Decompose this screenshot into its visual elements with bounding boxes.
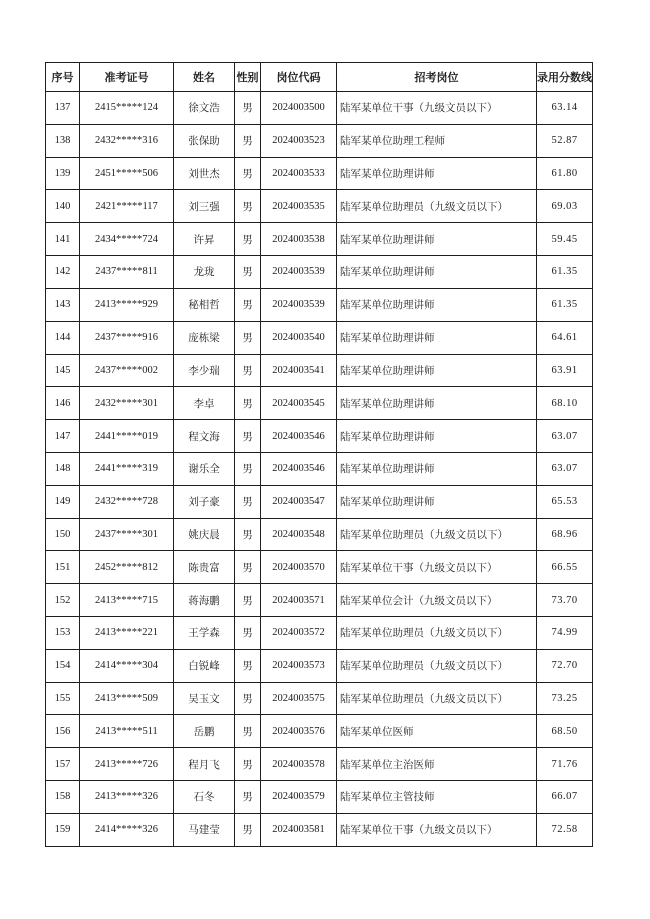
cell-name: 徐文浩 — [174, 92, 235, 125]
cell-ticket: 2434*****724 — [80, 223, 174, 256]
table-row — [46, 387, 593, 420]
cell-ticket: 2413*****221 — [80, 617, 174, 650]
cell-name: 谢乐全 — [174, 452, 235, 485]
cell-ticket: 2421*****117 — [80, 190, 174, 223]
cell-gender: 男 — [235, 420, 261, 453]
cell-gender: 男 — [235, 354, 261, 387]
cell-index: 152 — [46, 584, 80, 617]
cell-index: 145 — [46, 354, 80, 387]
cell-gender: 男 — [235, 256, 261, 289]
cell-name: 马建莹 — [174, 813, 235, 846]
cell-name: 石冬 — [174, 781, 235, 814]
table-row — [46, 354, 593, 387]
cell-score: 73.70 — [537, 584, 593, 617]
table-row — [46, 781, 593, 814]
cell-position: 陆军某单位助理讲师 — [337, 452, 537, 485]
cell-position: 陆军某单位助理讲师 — [337, 223, 537, 256]
cell-score: 61.35 — [537, 256, 593, 289]
admission-score-table — [45, 62, 593, 847]
cell-gender: 男 — [235, 715, 261, 748]
cell-ticket: 2414*****304 — [80, 649, 174, 682]
cell-index: 149 — [46, 485, 80, 518]
cell-score: 63.07 — [537, 420, 593, 453]
cell-position: 陆军某单位助理讲师 — [337, 157, 537, 190]
table-row — [46, 420, 593, 453]
cell-code: 2024003533 — [261, 157, 337, 190]
table-row — [46, 715, 593, 748]
cell-name: 龙珑 — [174, 256, 235, 289]
cell-ticket: 2432*****301 — [80, 387, 174, 420]
table-row — [46, 321, 593, 354]
cell-score: 64.61 — [537, 321, 593, 354]
cell-score: 74.99 — [537, 617, 593, 650]
cell-ticket: 2432*****728 — [80, 485, 174, 518]
cell-ticket: 2437*****301 — [80, 518, 174, 551]
cell-gender: 男 — [235, 518, 261, 551]
cell-code: 2024003539 — [261, 288, 337, 321]
table-row — [46, 92, 593, 125]
cell-name: 姚庆晨 — [174, 518, 235, 551]
cell-index: 151 — [46, 551, 80, 584]
table-row — [46, 649, 593, 682]
cell-index: 158 — [46, 781, 80, 814]
cell-gender: 男 — [235, 485, 261, 518]
table-header-row — [46, 63, 593, 92]
cell-position: 陆军某单位干事（九级文员以下） — [337, 92, 537, 125]
cell-name: 王学森 — [174, 617, 235, 650]
cell-score: 66.55 — [537, 551, 593, 584]
cell-score: 65.53 — [537, 485, 593, 518]
cell-name: 程月飞 — [174, 748, 235, 781]
cell-ticket: 2437*****002 — [80, 354, 174, 387]
table-row — [46, 813, 593, 846]
table-row — [46, 190, 593, 223]
table-row — [46, 485, 593, 518]
cell-name: 白锐峰 — [174, 649, 235, 682]
cell-code: 2024003575 — [261, 682, 337, 715]
table-row — [46, 682, 593, 715]
cell-position: 陆军某单位主管技师 — [337, 781, 537, 814]
cell-name: 刘三强 — [174, 190, 235, 223]
header-gender: 性别 — [235, 63, 261, 92]
cell-score: 71.76 — [537, 748, 593, 781]
cell-position: 陆军某单位干事（九级文员以下） — [337, 551, 537, 584]
cell-gender: 男 — [235, 551, 261, 584]
cell-index: 159 — [46, 813, 80, 846]
cell-code: 2024003578 — [261, 748, 337, 781]
cell-position: 陆军某单位助理讲师 — [337, 387, 537, 420]
cell-gender: 男 — [235, 813, 261, 846]
cell-position: 陆军某单位医师 — [337, 715, 537, 748]
cell-score: 61.80 — [537, 157, 593, 190]
cell-position: 陆军某单位助理讲师 — [337, 420, 537, 453]
cell-position: 陆军某单位主治医师 — [337, 748, 537, 781]
cell-score: 72.58 — [537, 813, 593, 846]
cell-index: 155 — [46, 682, 80, 715]
cell-gender: 男 — [235, 452, 261, 485]
cell-ticket: 2414*****326 — [80, 813, 174, 846]
table-row — [46, 124, 593, 157]
cell-index: 154 — [46, 649, 80, 682]
cell-ticket: 2451*****506 — [80, 157, 174, 190]
cell-ticket: 2413*****509 — [80, 682, 174, 715]
cell-position: 陆军某单位干事（九级文员以下） — [337, 813, 537, 846]
cell-score: 72.70 — [537, 649, 593, 682]
cell-code: 2024003576 — [261, 715, 337, 748]
cell-score: 68.10 — [537, 387, 593, 420]
cell-index: 140 — [46, 190, 80, 223]
cell-gender: 男 — [235, 321, 261, 354]
header-name: 姓名 — [174, 63, 235, 92]
cell-gender: 男 — [235, 584, 261, 617]
header-code: 岗位代码 — [261, 63, 337, 92]
cell-gender: 男 — [235, 748, 261, 781]
cell-gender: 男 — [235, 781, 261, 814]
cell-gender: 男 — [235, 682, 261, 715]
cell-ticket: 2413*****511 — [80, 715, 174, 748]
table-row — [46, 748, 593, 781]
cell-ticket: 2413*****726 — [80, 748, 174, 781]
cell-code: 2024003535 — [261, 190, 337, 223]
header-score: 录用分数线 — [537, 63, 593, 92]
cell-code: 2024003573 — [261, 649, 337, 682]
cell-ticket: 2441*****019 — [80, 420, 174, 453]
cell-score: 73.25 — [537, 682, 593, 715]
cell-code: 2024003541 — [261, 354, 337, 387]
cell-ticket: 2452*****812 — [80, 551, 174, 584]
cell-position: 陆军某单位助理员（九级文员以下） — [337, 518, 537, 551]
table-row — [46, 288, 593, 321]
cell-code: 2024003546 — [261, 420, 337, 453]
cell-gender: 男 — [235, 387, 261, 420]
cell-index: 143 — [46, 288, 80, 321]
cell-ticket: 2413*****715 — [80, 584, 174, 617]
cell-gender: 男 — [235, 157, 261, 190]
cell-name: 岳鹏 — [174, 715, 235, 748]
cell-position: 陆军某单位助理讲师 — [337, 256, 537, 289]
cell-ticket: 2441*****319 — [80, 452, 174, 485]
cell-ticket: 2437*****916 — [80, 321, 174, 354]
cell-position: 陆军某单位助理讲师 — [337, 321, 537, 354]
cell-name: 李少瑞 — [174, 354, 235, 387]
cell-code: 2024003579 — [261, 781, 337, 814]
cell-name: 程文海 — [174, 420, 235, 453]
cell-code: 2024003523 — [261, 124, 337, 157]
cell-index: 148 — [46, 452, 80, 485]
cell-ticket: 2413*****929 — [80, 288, 174, 321]
cell-index: 138 — [46, 124, 80, 157]
cell-gender: 男 — [235, 288, 261, 321]
cell-name: 陈贵富 — [174, 551, 235, 584]
cell-index: 142 — [46, 256, 80, 289]
table-row — [46, 223, 593, 256]
cell-gender: 男 — [235, 92, 261, 125]
cell-gender: 男 — [235, 617, 261, 650]
cell-name: 蒋海鹏 — [174, 584, 235, 617]
cell-code: 2024003540 — [261, 321, 337, 354]
cell-index: 157 — [46, 748, 80, 781]
table-row — [46, 617, 593, 650]
cell-name: 张保助 — [174, 124, 235, 157]
cell-index: 150 — [46, 518, 80, 551]
cell-position: 陆军某单位助理讲师 — [337, 288, 537, 321]
cell-name: 庞栋梁 — [174, 321, 235, 354]
table-row — [46, 157, 593, 190]
cell-index: 144 — [46, 321, 80, 354]
cell-ticket: 2437*****811 — [80, 256, 174, 289]
cell-score: 68.50 — [537, 715, 593, 748]
cell-position: 陆军某单位助理员（九级文员以下） — [337, 190, 537, 223]
cell-code: 2024003545 — [261, 387, 337, 420]
cell-ticket: 2415*****124 — [80, 92, 174, 125]
cell-index: 146 — [46, 387, 80, 420]
cell-gender: 男 — [235, 124, 261, 157]
table-row — [46, 518, 593, 551]
cell-score: 66.07 — [537, 781, 593, 814]
cell-name: 许昇 — [174, 223, 235, 256]
cell-index: 141 — [46, 223, 80, 256]
cell-score: 59.45 — [537, 223, 593, 256]
cell-score: 63.91 — [537, 354, 593, 387]
cell-code: 2024003572 — [261, 617, 337, 650]
cell-name: 吴玉文 — [174, 682, 235, 715]
cell-name: 刘子豪 — [174, 485, 235, 518]
cell-name: 秘相哲 — [174, 288, 235, 321]
header-ticket: 准考证号 — [80, 63, 174, 92]
cell-score: 69.03 — [537, 190, 593, 223]
cell-code: 2024003539 — [261, 256, 337, 289]
table-row — [46, 452, 593, 485]
cell-code: 2024003581 — [261, 813, 337, 846]
table-row — [46, 584, 593, 617]
table-row — [46, 551, 593, 584]
cell-gender: 男 — [235, 190, 261, 223]
cell-index: 156 — [46, 715, 80, 748]
cell-ticket: 2432*****316 — [80, 124, 174, 157]
cell-score: 68.96 — [537, 518, 593, 551]
header-index: 序号 — [46, 63, 80, 92]
cell-position: 陆军某单位助理讲师 — [337, 354, 537, 387]
cell-score: 63.14 — [537, 92, 593, 125]
header-position: 招考岗位 — [337, 63, 537, 92]
cell-position: 陆军某单位助理讲师 — [337, 485, 537, 518]
cell-code: 2024003548 — [261, 518, 337, 551]
cell-score: 52.87 — [537, 124, 593, 157]
cell-index: 147 — [46, 420, 80, 453]
cell-index: 137 — [46, 92, 80, 125]
cell-name: 刘世杰 — [174, 157, 235, 190]
cell-index: 139 — [46, 157, 80, 190]
cell-code: 2024003546 — [261, 452, 337, 485]
table-row — [46, 256, 593, 289]
cell-gender: 男 — [235, 223, 261, 256]
cell-position: 陆军某单位会计（九级文员以下） — [337, 584, 537, 617]
cell-score: 63.07 — [537, 452, 593, 485]
cell-code: 2024003570 — [261, 551, 337, 584]
cell-position: 陆军某单位助理员（九级文员以下） — [337, 682, 537, 715]
cell-code: 2024003500 — [261, 92, 337, 125]
cell-name: 李卓 — [174, 387, 235, 420]
cell-code: 2024003547 — [261, 485, 337, 518]
cell-gender: 男 — [235, 649, 261, 682]
cell-code: 2024003538 — [261, 223, 337, 256]
cell-code: 2024003571 — [261, 584, 337, 617]
cell-index: 153 — [46, 617, 80, 650]
cell-score: 61.35 — [537, 288, 593, 321]
cell-position: 陆军某单位助理员（九级文员以下） — [337, 617, 537, 650]
cell-position: 陆军某单位助理工程师 — [337, 124, 537, 157]
cell-ticket: 2413*****326 — [80, 781, 174, 814]
cell-position: 陆军某单位助理员（九级文员以下） — [337, 649, 537, 682]
